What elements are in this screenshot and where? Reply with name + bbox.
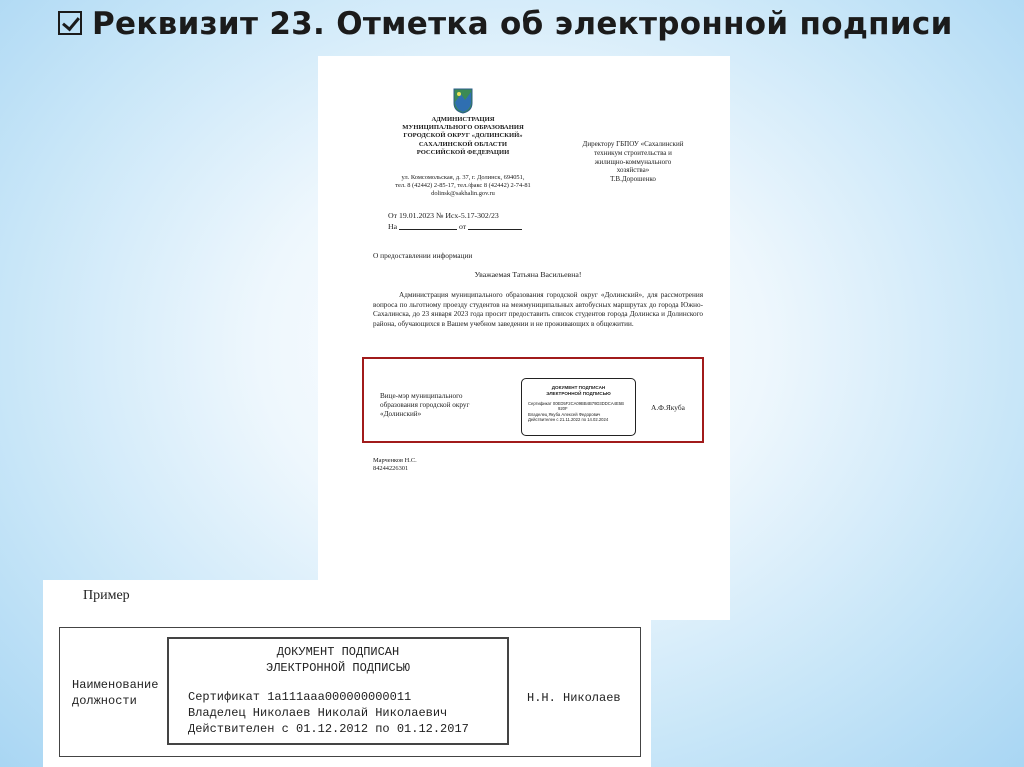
position-line: образования городской округ	[380, 401, 470, 409]
org-line: САХАЛИНСКОЙ ОБЛАСТИ	[418, 140, 508, 148]
stamp-header-line: ДОКУМЕНТ ПОДПИСАН	[551, 385, 606, 390]
recipient-line: Т.В.Дорошенко	[610, 175, 656, 184]
example-validity: Действителен с 01.12.2012 по 01.12.2017	[188, 722, 469, 736]
org-line: АДМИНИСТРАЦИЯ	[431, 116, 495, 123]
executor-name: Марченков Н.С.	[373, 457, 417, 464]
position-line: Вице-мэр муниципального	[380, 392, 463, 400]
ref-from-label: от	[459, 222, 467, 231]
signer-position	[380, 392, 510, 419]
executor-block	[373, 457, 417, 473]
position-line: «Долинский»	[380, 410, 422, 418]
stamp-certificate: Сертификат 00ED5F2CA09BB4B79D3DDCA4E5B	[528, 401, 624, 407]
slide-title	[58, 6, 953, 42]
recipient-line: хозяйства»	[616, 166, 650, 175]
stamp-validity: Действителен с 21.11.2022 по 14.02.2024	[528, 416, 609, 422]
reference-block	[388, 210, 558, 232]
reference-number: От 19.01.2023 № Исх-5.17-302/23	[388, 211, 499, 220]
slide-title-text: Реквизит 23. Отметка об электронной подписи	[92, 6, 953, 42]
org-line: МУНИЦИПАЛЬНОГО ОБРАЗОВАНИЯ	[402, 124, 524, 132]
address-line: dolinsk@sakhalin.gov.ru	[431, 190, 495, 197]
stamp-header	[522, 385, 635, 396]
example-panel	[43, 580, 651, 767]
executor-phone: 84244226301	[373, 464, 409, 472]
stamp-certificate-cont: 920F	[558, 406, 568, 412]
stamp-header-line: ЭЛЕКТРОННОЙ ПОДПИСЬЮ	[546, 390, 611, 396]
address-line: ул. Комсомольская, д. 37, г. Долинск, 694051,	[401, 174, 525, 181]
example-label: Пример	[83, 588, 130, 603]
example-position-line: Наименование	[72, 678, 159, 692]
address-line: тел. 8 (42442) 2-85-17, тел./факс 8 (42442) 2-74-81	[395, 182, 531, 189]
letter-body: Администрация муниципального образования городской округ «Долинский», для рассмотрения вопроса по льготному проезду студентов на межмуниципальных автобусных маршрутах до города Южно-Сахалинска, до 23 января 2023 года просит предоставить список студентов города Долинска и Долинского района, обучающихся в Вашем учебном заведении и не проживающих в общежитии.	[373, 291, 703, 328]
example-certificate: Сертификат 1a111aaa000000000011	[188, 690, 412, 704]
example-owner: Владелец Николаев Николай Николаевич	[188, 706, 448, 720]
e-signature-stamp	[521, 378, 636, 436]
ref-from-blank	[468, 221, 522, 230]
recipient-line: Директору ГБПОУ «Сахалинский	[582, 140, 684, 148]
example-position-line: должности	[72, 694, 137, 708]
example-signer: Н.Н. Николаев	[527, 691, 621, 705]
ref-on-blank	[399, 221, 457, 230]
signer-name: А.Ф.Якуба	[651, 403, 685, 412]
address-block	[373, 174, 553, 198]
ref-on-label: На	[388, 222, 398, 231]
organization-block	[358, 116, 568, 157]
example-stamp-header-line: ЭЛЕКТРОННОЙ ПОДПИСЬЮ	[265, 661, 411, 675]
letter-document	[318, 56, 730, 620]
reference-on-line	[388, 221, 558, 232]
letter-subject: О предоставлении информации	[373, 251, 473, 260]
example-position	[72, 677, 158, 709]
letter-greeting: Уважаемая Татьяна Васильевна!	[474, 270, 582, 279]
checkbox-icon	[58, 11, 82, 35]
recipient-line: техникум строительства и	[594, 148, 672, 157]
coat-of-arms-icon	[453, 88, 473, 114]
stamp-owner: Владелец Якуба Алексей Федорович	[528, 411, 601, 417]
example-stamp-header	[167, 644, 509, 676]
example-stamp-details	[188, 689, 469, 737]
recipient-line: жилищно-коммунального	[594, 157, 672, 166]
org-line: ГОРОДСКОЙ ОКРУГ «ДОЛИНСКИЙ»	[403, 132, 523, 140]
example-stamp-header-line: ДОКУМЕНТ ПОДПИСАН	[276, 645, 400, 659]
recipient-block	[558, 140, 708, 184]
org-line: РОССИЙСКОЙ ФЕДЕРАЦИИ	[416, 148, 510, 156]
